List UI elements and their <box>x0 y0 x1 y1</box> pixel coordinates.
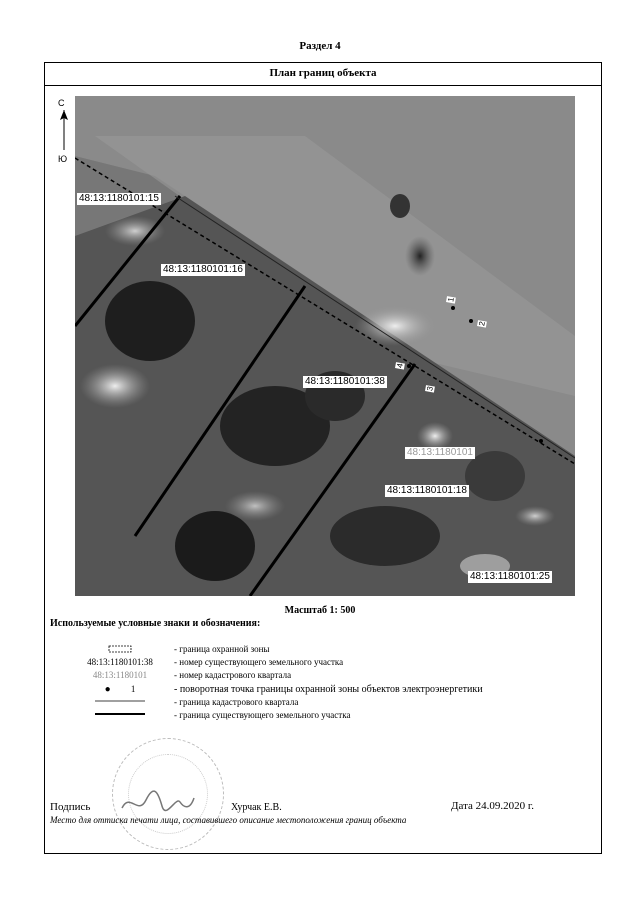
aerial-map <box>75 96 575 596</box>
legend-symbol-quarter-number: 48:13:1180101 <box>92 670 148 680</box>
parcel-label-16: 48:13:1180101:16 <box>163 264 243 275</box>
signature-label: Подпись <box>50 801 91 813</box>
south-label: Ю <box>58 154 68 164</box>
parcel-label-18: 48:13:1180101:18 <box>387 485 467 496</box>
point-label-3: 3 <box>425 385 435 392</box>
north-label: С <box>58 98 65 108</box>
legend-symbol-quarter-boundary <box>70 697 170 707</box>
legend-text-quarter-number: - номер кадастрового квартала <box>174 670 292 680</box>
map-image <box>75 96 575 596</box>
section-heading: Раздел 4 <box>299 40 341 52</box>
parcel-label-15: 48:13:1180101:15 <box>79 193 159 204</box>
arrow-icon <box>54 108 74 156</box>
scale-label: Масштаб 1: 500 <box>284 605 356 616</box>
legend-text-parcel-boundary: - граница существующего земельного участка <box>174 710 351 720</box>
parcel-label-25: 48:13:1180101:25 <box>470 571 550 582</box>
parcel-label-38: 48:13:1180101:38 <box>305 376 385 387</box>
legend-text-quarter-boundary: - граница кадастрового квартала <box>174 697 299 707</box>
legend-text-point: - поворотная точка границы охранной зоны объектов электроэнергетики <box>174 684 483 695</box>
seal-note: Место для оттиска печати лица, составившего описание местоположения границ объекта <box>50 815 407 825</box>
legend-title: Используемые условные знаки и обозначения: <box>50 618 261 629</box>
document-date: Дата 24.09.2020 г. <box>451 800 534 812</box>
zone-boundary-icon <box>108 644 132 654</box>
legend-text-parcel-number: - номер существующего земельного участка <box>174 657 344 667</box>
signer-name: Хурчак Е.В. <box>231 802 282 813</box>
legend-text-zone: - граница охранной зоны <box>174 644 270 654</box>
quarter-boundary-line-icon <box>95 697 145 705</box>
legend-symbol-parcel-number: 48:13:1180101:38 <box>87 657 153 667</box>
point-label-2: 2 <box>477 320 487 327</box>
legend-symbol-parcel-boundary <box>70 710 170 720</box>
quarter-label: 48:13:1180101 <box>407 447 473 458</box>
point-number: 1 <box>130 684 136 694</box>
point-label-1: 1 <box>446 296 456 303</box>
legend-symbol-point <box>70 684 170 695</box>
parcel-boundary-line-icon <box>95 710 145 718</box>
plan-title: План границ объекта <box>44 62 602 86</box>
point-label-4: 4 <box>395 362 405 369</box>
point-dot-icon: ● <box>104 684 111 695</box>
legend-symbol-zone <box>70 644 170 656</box>
signature-icon <box>118 788 198 818</box>
